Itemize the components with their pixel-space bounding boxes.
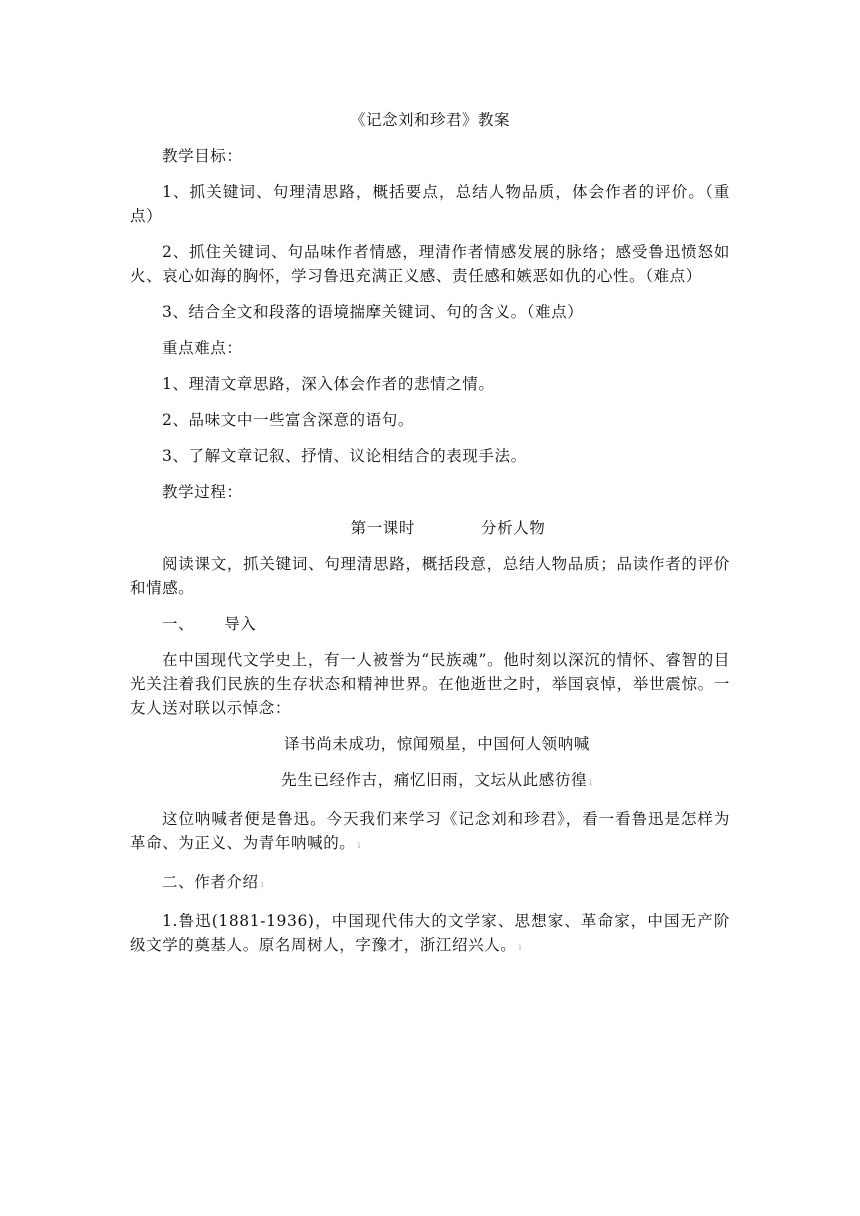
- section-2-heading: [130, 870, 730, 897]
- paragraph-mark: ı: [518, 942, 523, 953]
- lesson-heading: [130, 516, 730, 540]
- lesson-intro: 阅读课文，抓关键词、句理清思路，概括段意，总结人物品质；品读作者的评价和情感。: [130, 555, 730, 597]
- section-1-title: 导入: [224, 615, 257, 633]
- objective-3: 3、结合全文和段落的语境揣摩关键词、句的含义。（难点）: [162, 303, 584, 321]
- objectives-heading: 教学目标：: [162, 147, 243, 165]
- key-point-2: 2、品味文中一些富含深意的语句。: [162, 411, 414, 429]
- key-point-1: 1、理清文章思路，深入体会作者的悲情之情。: [162, 375, 495, 393]
- document-page: [130, 108, 730, 972]
- lesson-topic: 分析人物: [481, 519, 546, 537]
- paragraph-mark: ı: [589, 777, 593, 788]
- couplet-line-2: [130, 768, 730, 795]
- author-text: 1.鲁迅(1881-1936)，中国现代伟大的文学家、思想家、革命家，中国无产阶级文学的奠基人。原名周树人，字豫才，浙江绍兴人。: [130, 912, 730, 954]
- document-title: 《记念刘和珍君》教案: [349, 111, 510, 129]
- section-1-number: 一、: [162, 615, 195, 633]
- intro-after-text: 这位呐喊者便是鲁迅。今天我们来学习《记念刘和珍君》，看一看鲁迅是怎样为革命、为正义、为青年呐喊的。: [130, 810, 730, 852]
- objective-1: 1、抓关键词、句理清思路，概括要点，总结人物品质，体会作者的评价。（重点）: [130, 183, 730, 225]
- intro-after-paragraph: [130, 807, 730, 858]
- objective-2: 2、抓住关键词、句品味作者情感，理清作者情感发展的脉络；感受鲁迅愤怒如火、哀心如海的胸怀，学习鲁迅充满正义感、责任感和嫉恶如仇的心性。（难点）: [130, 243, 730, 285]
- key-points-heading: 重点难点：: [162, 339, 243, 357]
- intro-paragraph: 在中国现代文学史上，有一人被誉为“民族魂”。他时刻以深沉的情怀、睿智的目光关注着我们民族的生存状态和精神世界。在他逝世之时，举国哀悼，举世震惊。一友人送对联以示悼念：: [130, 651, 730, 717]
- section-2-title: 二、作者介绍: [162, 873, 259, 891]
- process-heading: 教学过程：: [162, 483, 243, 501]
- key-point-3: 3、了解文章记叙、抒情、议论相结合的表现手法。: [162, 447, 527, 465]
- author-paragraph: [130, 909, 730, 960]
- couplet-line-1: 译书尚未成功，惊闻殒星，中国何人领呐喊: [284, 735, 590, 753]
- paragraph-mark: ı: [260, 879, 265, 890]
- section-1-heading: [130, 612, 730, 636]
- paragraph-mark: ı: [357, 840, 362, 851]
- lesson-label: 第一课时: [350, 519, 415, 537]
- couplet-line-2-text: 先生已经作古，痛忆旧雨，文坛从此感彷徨: [281, 771, 588, 789]
